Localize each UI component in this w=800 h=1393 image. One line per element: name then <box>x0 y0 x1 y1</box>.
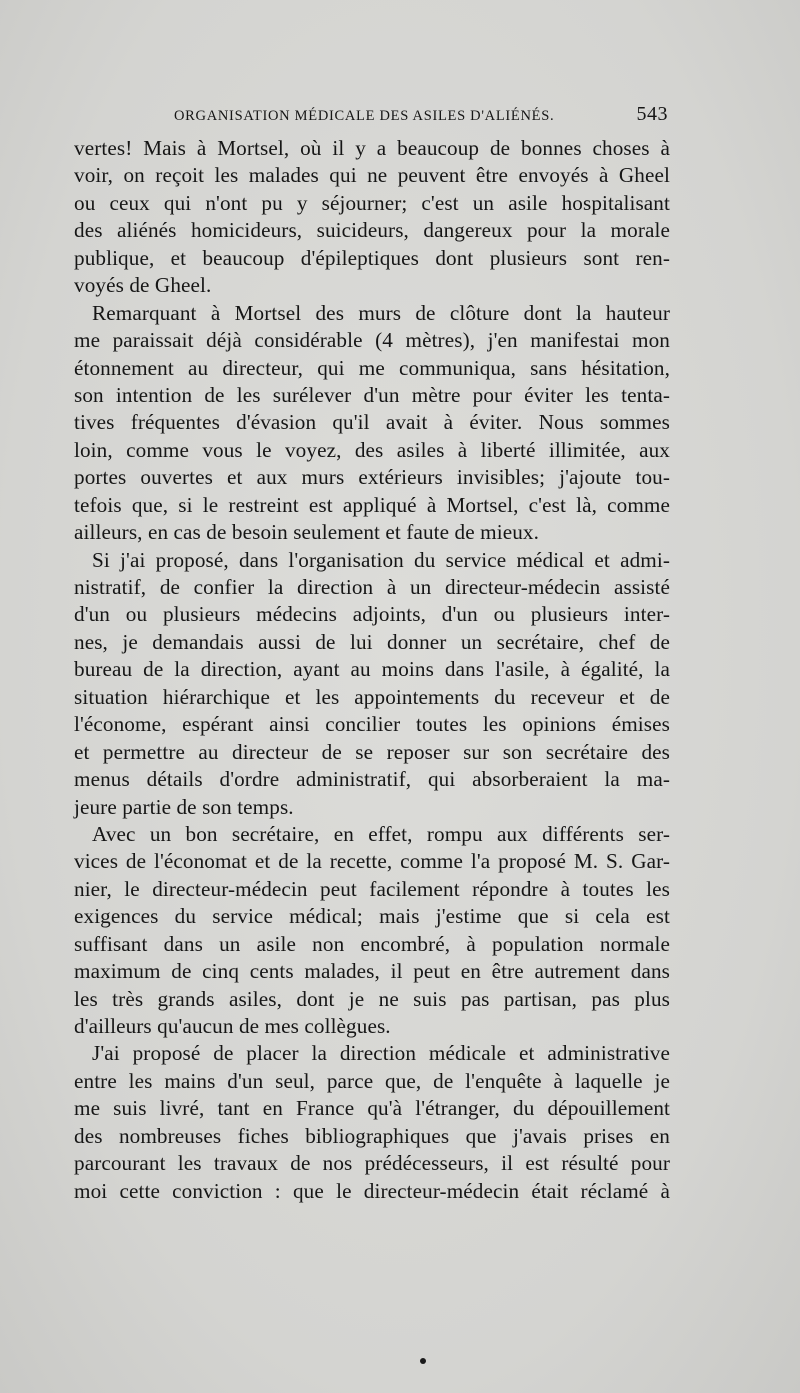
text-line: situation hiérarchique et les appointements du receveur et de <box>74 684 670 709</box>
text-line: suffisant dans un asile non encombré, à population normale <box>74 931 670 956</box>
text-line: publique, et beaucoup d'épileptiques dont plusieurs sont ren- <box>74 245 670 270</box>
text-line: portes ouvertes et aux murs extérieurs invisibles; j'ajoute tou- <box>74 465 670 490</box>
text-line: nes, je demandais aussi de lui donner un secrétaire, chef de <box>74 629 670 654</box>
paragraph <box>74 1040 670 1205</box>
text-line: son intention de les surélever d'un mètre pour éviter les tenta- <box>74 382 670 407</box>
text-line: nistratif, de confier la direction à un directeur-médecin assisté <box>74 575 670 599</box>
text-line: les très grands asiles, dont je ne suis pas partisan, pas plus <box>74 986 670 1011</box>
text-line: d'un ou plusieurs médecins adjoints, d'un ou plusieurs inter- <box>74 602 670 627</box>
text-line: Si j'ai proposé, dans l'organisation du service médical et admi- <box>92 547 670 572</box>
text-line: des aliénés homicideurs, suicideurs, dangereux pour la morale <box>74 218 670 243</box>
text-line: parcourant les travaux de nos prédécesseurs, il est résulté pour <box>74 1151 670 1176</box>
text-line: et permettre au directeur de se reposer sur son secrétaire des <box>74 739 670 764</box>
body-text <box>74 135 670 1205</box>
text-line: d'ailleurs qu'aucun de mes collègues. <box>74 1014 391 1038</box>
text-line: bureau de la direction, ayant au moins dans l'asile, à égalité, la <box>74 657 670 682</box>
text-line: Remarquant à Mortsel des murs de clôture dont la hauteur <box>92 300 670 325</box>
page-number: 543 <box>636 103 668 125</box>
text-line: moi cette conviction : que le directeur-médecin était réclamé à <box>74 1178 670 1203</box>
running-head <box>74 93 670 135</box>
ink-dot <box>420 1358 426 1364</box>
page-text <box>74 93 670 1205</box>
paragraph <box>74 547 670 821</box>
text-line: loin, comme vous le voyez, des asiles à liberté illimitée, aux <box>74 437 670 462</box>
text-line: menus détails d'ordre administratif, qui absorberaient la ma- <box>74 767 670 792</box>
text-line: vertes! Mais à Mortsel, où il y a beaucoup de bonnes choses à <box>74 136 670 160</box>
text-line: tives fréquentes d'évasion qu'il avait à éviter. Nous sommes <box>74 410 670 435</box>
text-line: tefois que, si le restreint est appliqué à Mortsel, c'est là, comme <box>74 492 670 517</box>
text-line: Avec un bon secrétaire, en effet, rompu aux différents ser- <box>92 821 670 846</box>
text-line: maximum de cinq cents malades, il peut en être autrement dans <box>74 959 670 984</box>
text-line: exigences du service médical; mais j'estime que si cela est <box>74 904 670 929</box>
text-line: étonnement au directeur, qui me communiqua, sans hésitation, <box>74 355 670 380</box>
text-line: J'ai proposé de placer la direction médicale et administrative <box>92 1041 670 1066</box>
text-line: voyés de Gheel. <box>74 273 212 298</box>
text-line: voir, on reçoit les malades qui ne peuvent être envoyés à Gheel <box>74 163 670 188</box>
text-line: l'économe, espérant ainsi concilier toutes les opinions émises <box>74 712 670 737</box>
text-line: nier, le directeur-médecin peut facilement répondre à toutes les <box>74 876 670 901</box>
text-line: entre les mains d'un seul, parce que, de l'enquête à laquelle je <box>74 1068 670 1093</box>
running-title: ORGANISATION MÉDICALE DES ASILES D'ALIÉNÉS. <box>174 108 555 124</box>
text-line: vices de l'économat et de la recette, comme l'a proposé M. S. Gar- <box>74 849 670 874</box>
paragraph <box>74 300 670 547</box>
paragraph <box>74 135 670 300</box>
paragraph <box>74 821 670 1041</box>
text-line: jeure partie de son temps. <box>74 794 294 819</box>
text-line: des nombreuses fiches bibliographiques que j'avais prises en <box>74 1123 670 1148</box>
text-line: me paraissait déjà considérable (4 mètres), j'en manifestai mon <box>74 328 670 353</box>
text-line: me suis livré, tant en France qu'à l'étranger, du dépouillement <box>74 1096 670 1121</box>
text-line: ailleurs, en cas de besoin seulement et faute de mieux. <box>74 520 539 545</box>
text-line: ou ceux qui n'ont pu y séjourner; c'est un asile hospitalisant <box>74 190 670 215</box>
